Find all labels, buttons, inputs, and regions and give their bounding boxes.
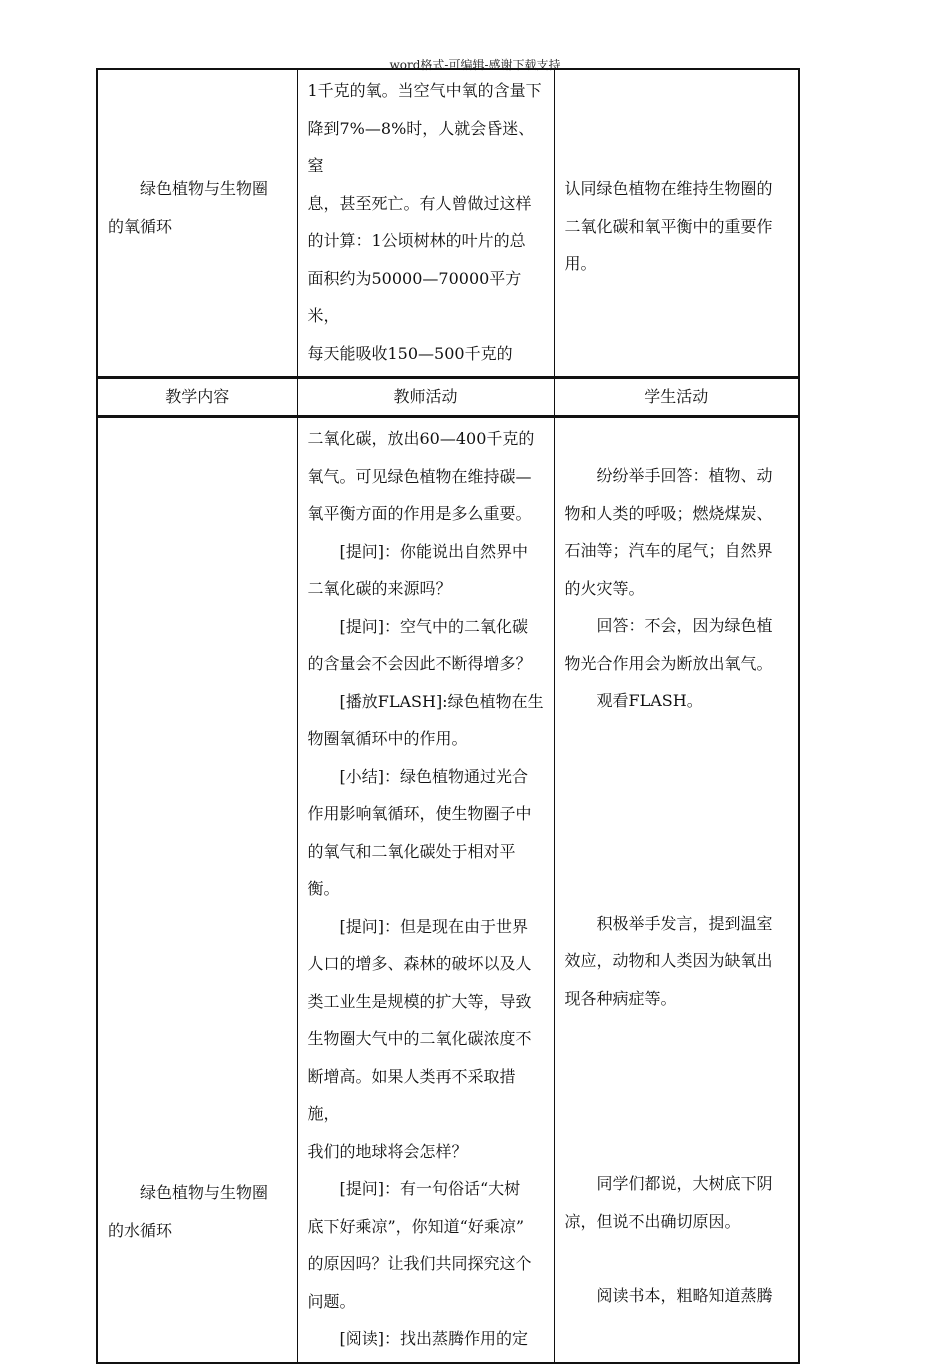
topic-line: 绿色植物与生物圈 — [140, 1183, 269, 1202]
student-line — [565, 831, 791, 868]
teacher-line: 的氧气和二氧化碳处于相对平 — [307, 841, 516, 861]
teacher-line: 二氧化碳的来源吗？ — [307, 579, 452, 598]
teacher-line: 生物圈大气中的二氧化碳浓度不 — [307, 1029, 532, 1048]
student-line: 回答：不会，因为绿色植 — [596, 616, 773, 635]
topic-line: 的水循环 — [108, 1220, 173, 1240]
teacher-line: 降到7%—8%时，人就会昏迷、窒 — [307, 118, 535, 175]
table-row — [97, 417, 799, 1363]
lesson-table — [96, 68, 800, 1364]
student-line: 观看FLASH。 — [596, 691, 703, 710]
student-line — [565, 1091, 791, 1128]
teacher-line: 物圈氧循环中的作用。 — [307, 729, 468, 748]
teacher-cell — [297, 69, 554, 378]
teacher-line: [提问]：空气中的二氧化碳 — [339, 616, 528, 636]
student-line — [565, 420, 791, 457]
topic-cell — [97, 69, 297, 378]
student-line: 物和人类的呼吸；燃烧煤炭、 — [564, 503, 773, 523]
teacher-line: 我们的地球将会怎样？ — [307, 1141, 468, 1161]
teacher-line: 断增高。如果人类再不采取措施， — [307, 1066, 516, 1123]
teacher-line: 氧气。可见绿色植物在维持碳— — [307, 466, 532, 486]
student-line — [565, 1017, 791, 1054]
student-line: 认同绿色植物在维持生物圈的 — [564, 179, 773, 198]
teacher-line: 问题。 — [307, 1291, 356, 1311]
topic-line: 绿色植物与生物圈 — [140, 179, 269, 198]
teacher-line: 面积约为50000—70000平方米， — [307, 268, 522, 325]
teacher-line: [阅读]：找出蒸腾作用的定 — [339, 1329, 528, 1348]
teacher-line: [播放FLASH]:绿色植物在生 — [339, 691, 544, 711]
teacher-line: 二氧化碳，放出60—400千克的 — [307, 429, 535, 448]
student-line — [565, 720, 791, 757]
teacher-line: [提问]：有一句俗话“大树 — [339, 1179, 521, 1198]
student-line: 用。 — [564, 254, 597, 273]
teacher-line: 衡。 — [307, 879, 340, 898]
student-line — [565, 1054, 791, 1091]
teacher-line: 作用影响氧循环，使生物圈子中 — [307, 804, 532, 823]
column-header: 教学内容 — [97, 378, 297, 417]
topic-line: 的氧循环 — [108, 216, 173, 236]
student-cell — [554, 417, 799, 1363]
student-line: 效应，动物和人类因为缺氧出 — [564, 951, 773, 970]
teacher-line: [小结]：绿色植物通过光合 — [339, 766, 528, 786]
column-header: 教师活动 — [297, 378, 554, 417]
teacher-line: [提问]：但是现在由于世界 — [339, 916, 528, 936]
student-line: 阅读书本，粗略知道蒸腾 — [596, 1286, 773, 1305]
student-cell — [554, 69, 799, 378]
student-line: 同学们都说，大树底下阴 — [596, 1174, 773, 1193]
topic-cell — [97, 417, 297, 1363]
teacher-line: 1千克的氧。当空气中氧的含量下 — [307, 81, 542, 100]
teacher-cell — [297, 417, 554, 1363]
student-line — [565, 1240, 791, 1277]
teacher-line: 每天能吸收150—500千克的 — [307, 343, 513, 363]
student-line — [565, 1128, 791, 1165]
page-header: word格式-可编辑-感谢下载支持 — [389, 58, 561, 72]
student-line: 二氧化碳和氧平衡中的重要作 — [564, 216, 773, 236]
teacher-line: 底下好乘凉”，你知道“好乘凉” — [307, 1216, 525, 1236]
student-line: 凉，但说不出确切原因。 — [564, 1211, 741, 1231]
teacher-line: [提问]：你能说出自然界中 — [339, 541, 528, 561]
student-line: 的火灾等。 — [564, 578, 645, 598]
student-line: 现各种病症等。 — [564, 988, 677, 1008]
student-line: 物光合作用会为断放出氧气。 — [564, 653, 773, 673]
student-line — [565, 868, 791, 905]
teacher-line: 氧平衡方面的作用是多么重要。 — [307, 504, 532, 523]
teacher-line: 息，甚至死亡。有人曾做过这样 — [307, 193, 532, 213]
teacher-line: 类工业生是规模的扩大等，导致 — [307, 991, 532, 1011]
student-line: 石油等；汽车的尾气；自然界 — [564, 541, 773, 560]
column-header-row — [97, 378, 799, 417]
teacher-line: 人口的增多、森林的破坏以及人 — [307, 954, 532, 973]
teacher-line: 的含量会不会因此不断得增多？ — [307, 654, 532, 673]
teacher-line: 的计算：1公顷树林的叶片的总 — [307, 231, 526, 250]
teacher-line: 的原因吗？让我们共同探究这个 — [307, 1254, 532, 1273]
column-header: 学生活动 — [554, 378, 799, 417]
student-line: 纷纷举手回答：植物、动 — [596, 466, 773, 485]
student-line — [565, 794, 791, 831]
student-line — [565, 757, 791, 794]
student-line: 积极举手发言，提到温室 — [596, 913, 773, 933]
table-row — [97, 69, 799, 378]
